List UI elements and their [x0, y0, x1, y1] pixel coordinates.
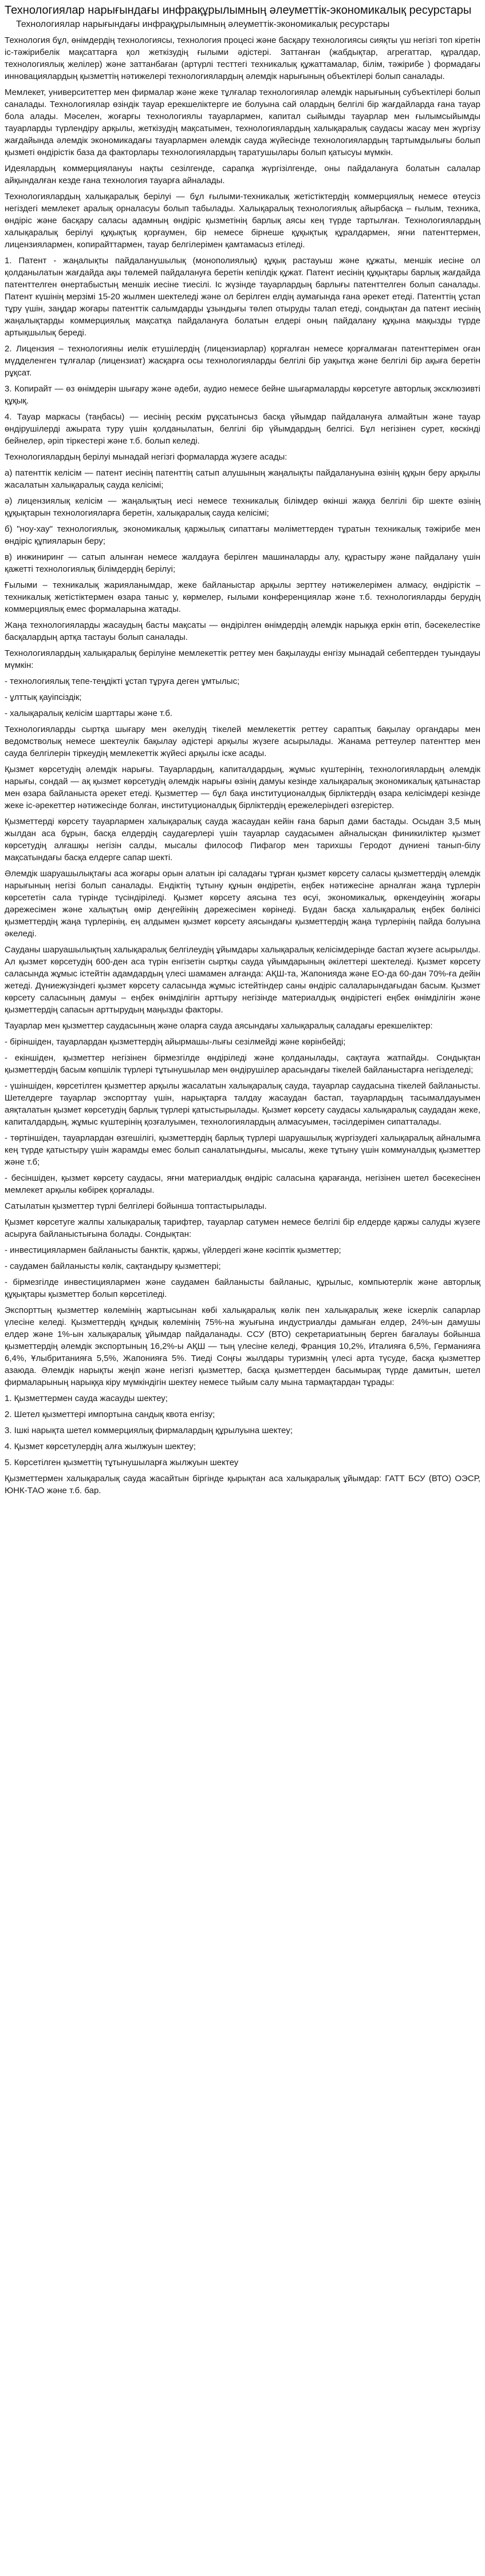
paragraph: Сауданы шаруашылықтың халықаралық белгілеудің ұйымдары халықаралық келісімдерінде бастап жүзеге асырылды. Ал қызмет көрсетудің 600-ден аса түрін енгізетін сыртқы сауда үйымдарының әкілеттері шектеледі. Қызмет көрсету саласында жұмыс істейтін адамдардың үлесі шамамен алғанда: АҚШ-та, Жапонияда және ЕО-да 60-дан 70%-ға дейін жетеді. Дүниежүзіндегі қызмет көрсету саласында жұмыс істейтіндер саны өндіріс салаларындағыдан басым. Қызмет көрсету саласының дамуы – еңбек өнімділігін арттыру негізінде материалдық өндірістегі еңбек өнімділігін және қызметтердің сапасын арттырудың маңызды факторы.	[5, 945, 480, 1015]
paragraph: 4. Қызмет көрсетулердің алға жылжуын шектеу;	[5, 1442, 196, 1451]
paragraph: - халықаралық келісім шарттары және т.б.	[5, 709, 173, 718]
paragraph: б) "ноу-хау" технологиялық, экономикалық қаржылық сипаттағы мәліметтерден тұратын техникалық тәжірибе мен өндіріс құпияларын беру;	[5, 524, 480, 546]
paragraph: Қызмет көрсетуге жалпы халықаралық тарифтер, тауарлар сатумен немесе белгілі бір елдерде қаржы салуды жүзеге асыруға байланыстығына болады. Сондықтан:	[5, 1217, 480, 1239]
paragraph: 2. Лицензия – технологияны иелік етушілердің (лицензиарлар) қорғалған немесе қорғалмаған патенттерімен оған мүдделенген тұлғалар (лицензиат) жасқарға осы технологияларды белгілі бір уақытқа және белгілі бір ақыға беретін рұқсат.	[5, 344, 480, 378]
page-subtitle: Технологиялар нарығындағы инфрақұрылымның әлеуметтік-экономикалық ресурстары	[16, 19, 390, 29]
paragraph: Мемлекет, университеттер мен фирмалар және жеке тұлғалар технологиялар әлемдік нарығының субъектілері болып саналады. Технологиялар өзіндік тауар ерекшеліктерге ие болуына сай олардың белгілі бір жағдайларда ғана тауар бола алады. Мәселен, жоғарғы технологиялы тауарлармен, капитал сыйымды тауарлар мен ғылымсыйымды тауарларды түрлендіру арқылы, жеткізудің мақсатымен, технологиялардың халықаралық саудасы жасау мен жүргізу жағдайында әлемдік экономикадағы тауарлармен әлемдік сауда жүйесінде технологиялардың тартымдылығы болып қызметі өндірістік база да факторлары технологиялардың таратушылары болып қатысуы мүмкін.	[5, 88, 480, 157]
paragraph: Экспорттың қызметтер көлемінің жартысынан көбі халықаралық көлік пен халықаралық жеке іскерлік сапарлар үлесіне келеді. Қызметтердің құндық көлемінің 75%-на жуығына индустриалды дамыған елдер, 24%-ын дамушы елдер және 1%-ын халықаралық ұйымдар пайдаланады. ССУ (ВТО) секретариатының берген бағалауы бойынша қызметтердің әлемдік экспортының 16,2%-ы АҚШ — тың үлесіне келеді, Франция 10,2%, Италияға 6,5%, Германияға 6,4%, Ұлыбританияға 5,5%, Жапонияға 5%. Тиеді Соңғы жылдары туризмнің үлесі арта түсуде, басқа қызметтер азаюда. Әлемдік нарықты жеңіп және негізгі қызметтер, басқа қызметтерден басымырақ түрде дамитын, шетел фирмаларының нарыққа кіру мүмкіндігін шектеу немесе тыйым салу мына тармақтардан тұрады:	[5, 1305, 480, 1387]
paragraph: 3. Копирайт — өз өнімдерін шығару және әдеби, аудио немесе бейне шығармаларды көрсетуге авторлық эксклюзивті құқық.	[5, 384, 480, 406]
paragraph: Сатылатын қызметтер түрлі белгілері бойынша топтастырылады.	[5, 1201, 267, 1211]
paragraph: - бірмезгілде инвестициялармен және саудамен байланысты байланыс, құрылыс, компьютерлік және авторлық құқықтары қызметтер болып көрсетіледі.	[5, 1277, 480, 1299]
paragraph: ә) лицензиялық келісім — жаңалықтың иесі немесе техникалық білімдер өкінші жаққа белгілі бір шекте өзінің құқықтарын технологияларға беретін, халықаралық сауда келісімі;	[5, 496, 480, 518]
paragraph: Идеялардың коммерциялануы нақты сезілгенде, сарапқа жүргізілгенде, оны пайдалануға болатын салалар айқындалған кезде ғана технология тауарға айналады.	[5, 164, 480, 185]
paragraph: - төртіншіден, тауарлардан өзгешілігі, қызметтердің барлық түрлері шаруашылық жүргізудегі халықаралық айналымға кең түрде қатыстыру үшін жарамды емес болып саналатындығы, мысалы, жеке тұтыну үшін коммуналдық қызметтер және т.б;	[5, 1133, 480, 1167]
paragraph: Жаңа технологияларды жасаудың басты мақсаты — өндірілген өнімдердің әлемдік нарыққа еркін өтіп, бәсекелестіке басқалардың артқа тастауы болып саналады.	[5, 620, 480, 642]
paragraph: Қызмет көрсетудің әлемдік нарығы. Тауарлардың, капиталдардың, жұмыс күштерінің, технологиялардың әлемдік нарығы, сондай — ақ қызмет көрсетудің әлемдік нарығы өзінің дамуы кезінде халықаралық экономикалық қатынастар мен өзара байланыста әрекет етеді. Қызметтер — бұл бақа институционалдық бірліктердің өзара келісімдері кезінде жеке іс-әрекеттер нәтижесінде болған, институционалдық бірліктердің ережелеріндегі өзгерістер.	[5, 765, 480, 810]
paragraph: - саудамен байланысты көлік, сақтандыру қызметтері;	[5, 1261, 221, 1271]
paragraph: Ғылыми – техникалық жарияланымдар, жеке байланыстар арқылы зерттеу нәтижелерімен алмасу, өндірістік – техникалық жетістіктермен өзара таныс у, көрмелер, ғылыми конференциялар және т.б. технологияларды берудің коммерциялық емес формаларына жатады.	[5, 580, 480, 614]
page-title: Технологиялар нарығындағы инфрақұрылымның әлеуметтік-экономикалық ресурстары	[5, 4, 472, 17]
paragraph: Технологиялардың халықаралық берілуіне мемлекеттік реттеу мен бақылауды енгізу мынадай себептерден туындауы мүмкін:	[5, 648, 480, 670]
paragraph: - ұлттық қауіпсіздік;	[5, 693, 82, 702]
paragraph: - технологиялық тепе-теңдікті ұстап тұруға деген ұмтылыс;	[5, 676, 240, 686]
paragraph: Қызметтерді көрсету тауарлармен халықаралық сауда жасаудан кейін ғана барып дами бастады. Осыдан 3,5 мың жылдан аса бұрын, басқа елдердің саудагерлері үшін тауарлар саудасымен айналысқан финикиліктер қызмет көрсетудің алғашқы негізін салды, мысалы философ Пифагор мен тарихшы Геродот дүниені танып-білу мақсатындағы басқа елдерге сапар шекті.	[5, 817, 480, 862]
paragraph: 1. Қызметтермен сауда жасауды шектеу;	[5, 1394, 168, 1403]
paragraph: Технологиялардың халықаралық берілуі — бұл ғылыми-техникалық жетістіктердің коммерциялық немесе өтеусіз негіздегі мемлекет аралық орналасуы болып табылады. Халықаралық технологиялық айырбасқа – ғылым, техника, өндіріс және басқару саласы адамның өндіріс қызметінің барлық аясы кең түрде тартылған. Технологиялардың халықаралық берілуі құқықтық қорғаумен, бір немесе бірнеше құқықтық құралдармен, яғни патенттермен, лицензиялармен, копирайттармен, тауар белгілерімен қамтамасыз етіледі.	[5, 192, 480, 250]
paragraph: Технологияларды сыртқа шығару мен әкелудің тікелей мемлекеттік реттеу сараптық бақылау органдары мен ведомстволық немесе шектеулік бақылау әдістері арқылы жүзеге асырылады. Жанама реттеулер патенттер мен сауда белгілерін тіркеудің мемлекеттік жүйесі арқылы іске асады.	[5, 725, 480, 758]
paragraph: - үшіншіден, көрсетілген қызметтер арқылы жасалатын халықаралық сауда, тауарлар саудасына тікелей байланысты. Шетелдерге тауарлар экспорттау үшін, нарықтарға талдау жасаудан бастап, тауарлардың тасымалдауымен аяқталатын қызмет көрсетудің барлық түрлері қатыстырылады. Қызмет көрсету саудасы халықаралық саудадан жеке, капиталдардың, жұмыс күштерінің қозғалуымен, технологиялардың алмасуымен, тәсілдерімен сипатталады.	[5, 1081, 480, 1127]
paragraph: 5. Көрсетілген қызметтің тұтынушыларға жылжуын шектеу	[5, 1458, 239, 1467]
paragraph: а) патенттік келісім — патент иесінің патенттің сатып алушының жаңалықты пайдалануына өзінің құқын беру арқылы жасалатын халықаралық сауда келісімі;	[5, 468, 480, 490]
article-body	[5, 34, 480, 1497]
paragraph: 3. Ішкі нарықта шетел коммерциялық фирмалардың құрылуына шектеу;	[5, 1426, 293, 1435]
paragraph: 1. Патент - жаңалықты пайдаланушылық (монополиялық) құқық растауыш және құжаты, меншік иесіне ол қолданылатын жағдайда ақы төлемей пайдалануға беретін кепілдік құжат. Патент иесінің құқықтары барлық жағдайда патенттелген өнертабыстың меншік иесіне тиесілі. Іс жүзінде тауарлардың барлығы патенттелген болып саналады. Патент күшінің мерзімі 15-20 жылмен шектеледі және ол берілген елдің аумағында ғана әрекет етеді. Патенттің ұстап тұру үшін, заңдар жоғары патенттік салымдарды ұзындығы төлеп отыруды талап етеді, сондықтан да патент иесінің жаңалықтарды коммерциялық мақсатқа пайдалануға болатын елдері оның пайдалану құқына мақызды түрде артықшылық береді.	[5, 256, 480, 338]
paragraph: Әлемдік шаруашылықтағы аса жоғары орын алатын ірі саладағы тұрған қызмет көрсету саласы қызметтердің әлемдік нарығының негізі болып саналады. Ендіктің тұтыну құнын өндіретін, еңбек нәтижесіне арналған жаңа тұрлерін көрсететін сала түрінде түсіндіріледі. Қызмет көрсету аясына тез өсуі, экономикалық, өркендеуінің жоғары дәрежесімен және халықтың өмір деңгейінің дәрежесімен көрінеді. Бүдан басқа халықаралық еңбек бөлінісі қызметтердің жаңа түрлерінің, ең алдымен қызмет көрсету аясындағы қызметтердің жаңа түрлерінің пайда болуына әкеледі.	[5, 869, 480, 939]
paragraph: 2. Шетел қызметтері импортына сандық квота енгізу;	[5, 1410, 215, 1419]
paragraph: - бесіншіден, қызмет көрсету саудасы, яғни материалдық өндіріс саласына қарағанда, негізінен шетел бәсекесінен мемлекет арқылы көбірек қорғалады.	[5, 1173, 480, 1195]
paragraph: 4. Тауар маркасы (таңбасы) — иесінің рескім рұқсатынсыз басқа үйымдар пайдалануға алмайтын және тауар өндірушілерді ажырата туру үшін қолданылатын, белгілі бір үйымдардың белгісі. Бұл негізінен сурет, көскінді бейнелер, әріп тіркестері және т.б. болып келеді.	[5, 412, 480, 446]
paragraph: Тауарлар мен қызметтер саудасының және оларға сауда аясындағы халықаралық саладағы ерекшеліктер:	[5, 1021, 433, 1031]
paragraph: - біріншіден, тауарлардан қызметтердің айырмашы-лығы сезілмейді және көрінбейді;	[5, 1037, 346, 1047]
paragraph: Технология бұл, өнімдердің технологиясы, технология процесі және басқару технологиясы сияқты үш негізгі топ кіретін іс-тәжірибелік мақсаттарға қол жеткізудің ғылыми әдістері. Заттанған (жабдықтар, агрегаттар, құралдар, технологиялық желілер) және заттанбаған (артүрлі тесттегі техникалық құжаттамалар, білім, тәжірибе ) формадағы инновациялардың қызметтің нәтижелері технологиялардың әлемдік нарығының объектілері болып саналады.	[5, 35, 480, 81]
paragraph: - инвестициялармен байланысты банктік, қаржы, үйлердегі және кәсіптік қызметтер;	[5, 1245, 341, 1255]
paragraph: Технологиялардың берілуі мынадай негізгі формаларда жүзеге асады:	[5, 452, 287, 462]
paragraph: - екіншіден, қызметтер негізінен бірмезгілде өндіріледі және қолданылады, сақтауға жатпайды. Сондықтан қызметтердің басым көпшілік түрлері тұтынушылар мен өндірушілер арасындағы тікелей байланыстарға негізделеді;	[5, 1053, 480, 1075]
paragraph: Қызметтермен халықаралық сауда жасайтын біргінде қырықтан аса халықаралық ұйымдар: ГАТТ БСУ (ВТО) ОЭСР, ЮНК-ТАО және т.б. бар.	[5, 1474, 480, 1495]
paragraph: в) инжиниринг — сатып алынған немесе жалдауға берілген машиналарды алу, құрастыру және пайдалану үшін қажетті технологиялық білімдердің берілуі;	[5, 552, 480, 574]
